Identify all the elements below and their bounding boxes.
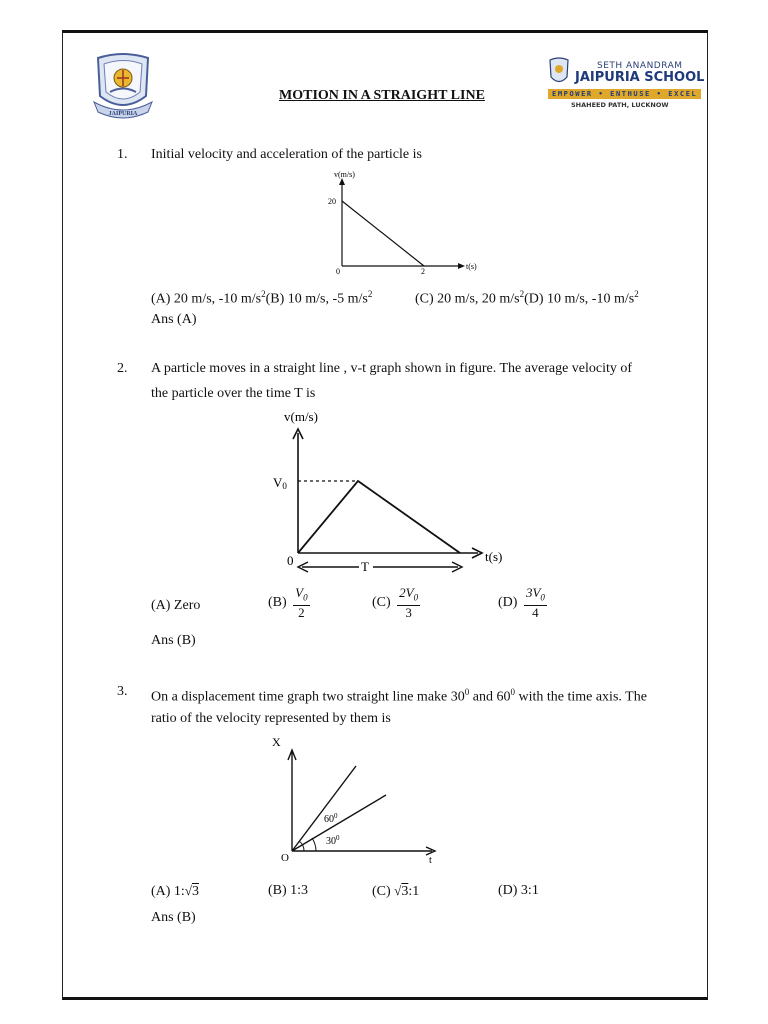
question-1-number: 1. bbox=[117, 147, 128, 162]
q2-option-a[interactable]: (A) Zero bbox=[151, 598, 201, 613]
q2-v0-label: V0 bbox=[273, 475, 287, 491]
q2-option-d[interactable]: (D) $\frac{3V_0}{4}$ bbox=[498, 585, 545, 620]
question-2-text-line1: A particle moves in a straight line , v-t graph shown in figure. The average velocity of bbox=[151, 361, 633, 376]
q1-x-label: t(s) bbox=[466, 262, 477, 271]
q2-x-label: t(s) bbox=[485, 549, 503, 564]
question-2-answer: Ans (B) bbox=[151, 633, 196, 648]
question-2-text-line2: the particle over the time T is bbox=[151, 386, 316, 401]
q2-origin: 0 bbox=[287, 553, 294, 568]
school-emblem-icon bbox=[548, 57, 570, 87]
q2-option-c-fraction: $\frac{2V_0}{3}$ bbox=[399, 585, 419, 620]
question-1-options: (A) 20 m/s, -10 $m/s^2(B)$ 10 m/s, -5 $m/s^2$ bbox=[151, 289, 373, 307]
q3-angle-30-label: $30^0$ bbox=[326, 834, 340, 847]
q1-x-tick: 2 bbox=[421, 267, 425, 276]
q1-y-arrow bbox=[339, 178, 345, 185]
question-2-number: 2. bbox=[117, 361, 128, 376]
q3-option-c[interactable]: (C) √3:1 bbox=[372, 883, 420, 899]
q3-angle-60-label: $60^0$ bbox=[324, 812, 338, 825]
q2-option-b-fraction: $\frac{V_0}{2}$ bbox=[295, 585, 308, 620]
crest-caption: JAIPURIA bbox=[108, 111, 138, 117]
q1-option-d[interactable]: (D) 10 m/s, -10 m/s bbox=[524, 291, 635, 307]
question-2-vt-graph bbox=[268, 405, 513, 580]
question-1-options-cd: (C) 20 m/s, 20 $m/s^2(D)$ 10 m/s, -10 $m/s^2$ bbox=[415, 289, 639, 307]
school-name-line1: SETH ANANDRAM bbox=[597, 61, 683, 71]
q1-option-a[interactable]: (A) 20 m/s, -10 m/s bbox=[151, 291, 262, 307]
q3-angle-arc-30 bbox=[312, 838, 316, 851]
q3-option-a[interactable]: (A) 1:√3 bbox=[151, 883, 199, 899]
q3-option-d[interactable]: (D) 3:1 bbox=[498, 883, 539, 898]
question-1-vt-graph bbox=[320, 168, 485, 278]
q3-line-30deg bbox=[292, 795, 386, 851]
question-3-answer: Ans (B) bbox=[151, 910, 196, 925]
q3-option-b[interactable]: (B) 1:3 bbox=[268, 883, 309, 898]
q3-y-label: X bbox=[272, 735, 281, 749]
q1-origin: 0 bbox=[336, 267, 340, 276]
page-title: MOTION IN A STRAIGHT LINE bbox=[279, 88, 485, 103]
q1-option-b[interactable]: (B) 10 m/s, -5 m/s bbox=[265, 291, 368, 307]
school-crest-logo bbox=[90, 52, 156, 122]
school-tagline: EMPOWER • ENTHUSE • EXCEL bbox=[548, 89, 701, 99]
school-name-line2: JAIPURIA SCHOOL bbox=[575, 70, 705, 85]
q1-y-tick: 20 bbox=[328, 197, 336, 206]
question-3-text-line2: ratio of the velocity represented by them is bbox=[151, 711, 391, 726]
q1-y-label: v(m/s) bbox=[334, 170, 355, 179]
question-1-text: Initial velocity and acceleration of the particle is bbox=[151, 147, 422, 162]
question-3-xt-graph bbox=[264, 730, 444, 870]
question-1-answer: Ans (A) bbox=[151, 312, 197, 327]
q3-x-label: t bbox=[429, 855, 432, 866]
question-3-text-line1: On a displacement time graph two straight line make $30^0$ and $60^0$ with the time axis. The bbox=[151, 687, 647, 705]
q2-option-c[interactable]: (C) $\frac{2V_0}{3}$ bbox=[372, 585, 419, 620]
q3-line-60deg bbox=[292, 766, 356, 851]
q2-velocity-line bbox=[298, 481, 460, 553]
q1-velocity-line bbox=[342, 201, 424, 266]
q3-origin: O bbox=[281, 852, 289, 864]
q1-x-arrow bbox=[458, 263, 465, 269]
school-address: SHAHEED PATH, LUCKNOW bbox=[571, 101, 669, 109]
q1-option-c[interactable]: (C) 20 m/s, 20 m/s bbox=[415, 291, 520, 307]
q2-y-label: v(m/s) bbox=[284, 409, 318, 424]
q2-option-d-fraction: $\frac{3V_0}{4}$ bbox=[525, 585, 545, 620]
q2-option-b[interactable]: (B) $\frac{V_0}{2}$ bbox=[268, 585, 308, 620]
question-3-number: 3. bbox=[117, 684, 128, 699]
q2-time-label: T bbox=[361, 559, 369, 574]
